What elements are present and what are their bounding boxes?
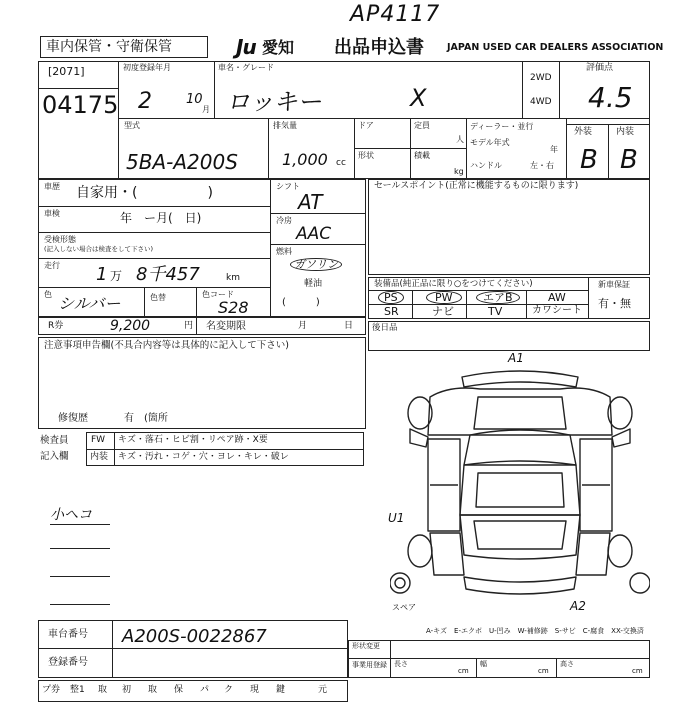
- exterior-grade: B: [580, 145, 598, 175]
- equipment-title: 装備品(純正品に限り○をつけてください): [374, 279, 533, 289]
- sales-points-box: [368, 179, 650, 275]
- r-ticket-label: R券: [48, 321, 64, 331]
- fuel-paren: ( ): [282, 297, 320, 308]
- reg-number-label: 登録番号: [48, 657, 88, 668]
- bottom-check-0: プ券: [42, 685, 61, 695]
- shape-label: 形状: [358, 151, 374, 160]
- score: 4.5: [588, 81, 633, 114]
- mileage-man: 1: [96, 264, 108, 285]
- first-reg-month: 10: [186, 92, 203, 107]
- repair-location: (箇所: [144, 413, 168, 424]
- bottom-check-2: 取: [98, 685, 108, 695]
- bottom-check-8: 現: [250, 685, 260, 695]
- fuel-label: 燃料: [276, 247, 292, 256]
- fw-label: FW: [91, 435, 106, 445]
- sales-points-title: セールスポイント(正常に機能するものに限ります): [374, 181, 579, 191]
- bottom-check-7: ク: [224, 685, 234, 695]
- interior-grade: B: [620, 145, 638, 175]
- inspector-label: 検査員: [40, 435, 69, 446]
- association-name: JAPAN USED CAR DEALERS ASSOCIATION: [447, 42, 664, 53]
- capacity-label: 定員: [414, 121, 430, 130]
- brand-region: 愛知: [262, 38, 295, 57]
- bottom-check-9: 鍵: [276, 685, 286, 695]
- repair-history-value: 有: [124, 413, 134, 424]
- shape-change-sub: 事業用登録: [352, 661, 387, 669]
- form-title: 出品申込書: [334, 37, 424, 58]
- width-label: 幅: [480, 660, 487, 668]
- score-label: 評価点: [586, 63, 614, 73]
- bottom-check-1: 整1: [70, 685, 85, 695]
- aircon-value: AAC: [296, 224, 332, 244]
- name-change-day: 日: [344, 321, 354, 331]
- storage-notice: 車内保管・守衛保管: [46, 39, 172, 55]
- color-code-label: 色コード: [202, 290, 234, 299]
- shift-value: AT: [298, 190, 323, 214]
- color-change-label: 色替: [150, 293, 166, 302]
- equip-ps: PS: [378, 291, 404, 304]
- drive-2wd: 2WD: [530, 73, 552, 83]
- name-change-label: 名変期限: [206, 321, 246, 332]
- car-name-label: 車名・グレード: [218, 63, 274, 72]
- spare-label: スペア: [392, 603, 416, 612]
- width-unit: cm: [538, 667, 549, 675]
- load-label: 積載: [414, 151, 430, 160]
- mileage-man-unit: 万: [110, 269, 123, 283]
- height-unit: cm: [632, 667, 643, 675]
- fw-row: キズ・落石・ヒビ割・リペア跡・X要: [118, 435, 268, 445]
- repair-history-label: 修復歴: [58, 413, 88, 424]
- equip-pw: PW: [426, 291, 462, 304]
- interior-row: キズ・汚れ・コゲ・穴・ヨレ・キレ・破レ: [118, 452, 289, 462]
- inspection-type-label: 受検形態: [44, 235, 76, 244]
- door-label: ドア: [358, 121, 374, 130]
- bottom-check-3: 初: [122, 685, 132, 695]
- name-change-month: 月: [298, 321, 308, 331]
- damage-mark-a1-top: A1: [508, 351, 524, 365]
- model-label: 型式: [124, 121, 140, 130]
- back-item-box: [368, 321, 650, 351]
- bottom-check-4: 取: [148, 685, 158, 695]
- equip-airbag: エアB: [476, 291, 520, 304]
- bracket-code: [2071]: [48, 65, 85, 78]
- interior-row-label: 内装: [90, 452, 109, 462]
- bottom-check-6: パ: [200, 685, 210, 695]
- displacement: 1,000: [282, 150, 328, 169]
- car-damage-diagram: [390, 355, 650, 615]
- person-unit: 人: [456, 135, 464, 144]
- exterior-label: 外装: [574, 127, 593, 137]
- drive-4wd: 4WD: [530, 97, 552, 107]
- notice-title: 注意事項申告欄(不具合内容等は具体的に記入して下さい): [44, 340, 289, 351]
- handle-options: 左・右: [530, 161, 554, 170]
- chassis-label: 車台番号: [48, 629, 88, 640]
- handwritten-top-code: AP4117: [350, 2, 441, 27]
- manual-label: 新車保証: [598, 280, 630, 289]
- back-label: 後日品: [372, 323, 398, 333]
- usage-label: 車歴: [44, 182, 60, 191]
- color-code: S28: [218, 298, 249, 317]
- handwritten-note: 小ヘコ: [50, 507, 92, 523]
- equip-navi: ナビ: [432, 305, 454, 318]
- handle-label: ハンドル: [470, 161, 502, 170]
- mileage-rest: 8千457: [136, 264, 200, 285]
- damage-mark-u1-left: U1: [388, 511, 405, 525]
- equip-seat: カワシート: [532, 305, 582, 316]
- equip-tv: TV: [488, 305, 503, 318]
- first-reg-label: 初度登録年月: [123, 63, 171, 72]
- mileage-label: 走行: [44, 261, 60, 270]
- grade-mark: X: [410, 84, 427, 112]
- displacement-label: 排気量: [273, 121, 297, 130]
- cc-unit: cc: [336, 158, 346, 168]
- usage-value: 自家用・( ): [76, 185, 213, 201]
- shape-change-label: 形状変更: [352, 642, 380, 650]
- km-unit: km: [226, 273, 240, 283]
- bottom-check-10: 元: [318, 685, 328, 695]
- inspection-label: 車検: [44, 209, 60, 218]
- model-code: 5BA-A200S: [126, 150, 238, 174]
- first-reg-year: 2: [138, 89, 152, 114]
- yen-unit: 円: [184, 321, 194, 331]
- month-unit: 月: [202, 105, 210, 114]
- r-ticket-row: [38, 317, 366, 335]
- entry-label: 記入欄: [40, 451, 69, 462]
- car-name: ロッキー: [226, 88, 322, 116]
- interior-label: 内装: [616, 127, 635, 137]
- kg-unit: kg: [454, 167, 464, 176]
- lot-number: 04175: [42, 91, 119, 119]
- height-label: 高さ: [560, 660, 574, 668]
- color-value: シルバー: [58, 294, 121, 313]
- inspection-value: 年 ー月( 日): [120, 211, 202, 225]
- fuel-option: 軽油: [304, 279, 323, 289]
- equip-aw: AW: [548, 291, 566, 304]
- shape-change-box: [348, 640, 650, 678]
- length-unit: cm: [458, 667, 469, 675]
- chassis-number: A200S-0022867: [122, 626, 267, 647]
- year-unit: 年: [550, 145, 558, 154]
- shift-label: シフト: [276, 182, 300, 191]
- length-label: 長さ: [394, 660, 408, 668]
- damage-mark-a2-bottom: A2: [570, 599, 586, 613]
- bottom-check-5: 保: [174, 685, 184, 695]
- r-ticket-value: 9,200: [110, 318, 151, 334]
- dealer-label: ディーラー・並行: [470, 122, 534, 131]
- model-year-label: モデル年式: [470, 138, 510, 147]
- brand-logo: Ju: [236, 35, 256, 59]
- fuel-value: ガソリン: [290, 258, 342, 271]
- color-label: 色: [44, 290, 52, 299]
- manual-value: 有・無: [598, 297, 631, 310]
- inspection-type-note: (記入しない場合は検査をして下さい): [44, 245, 154, 253]
- aircon-label: 冷房: [276, 216, 292, 225]
- equip-sr: SR: [384, 305, 399, 318]
- damage-legend: A-キズ E-エクボ U-凹み W-補修跡 S-サビ C-腐食 XX-交換済: [426, 627, 644, 635]
